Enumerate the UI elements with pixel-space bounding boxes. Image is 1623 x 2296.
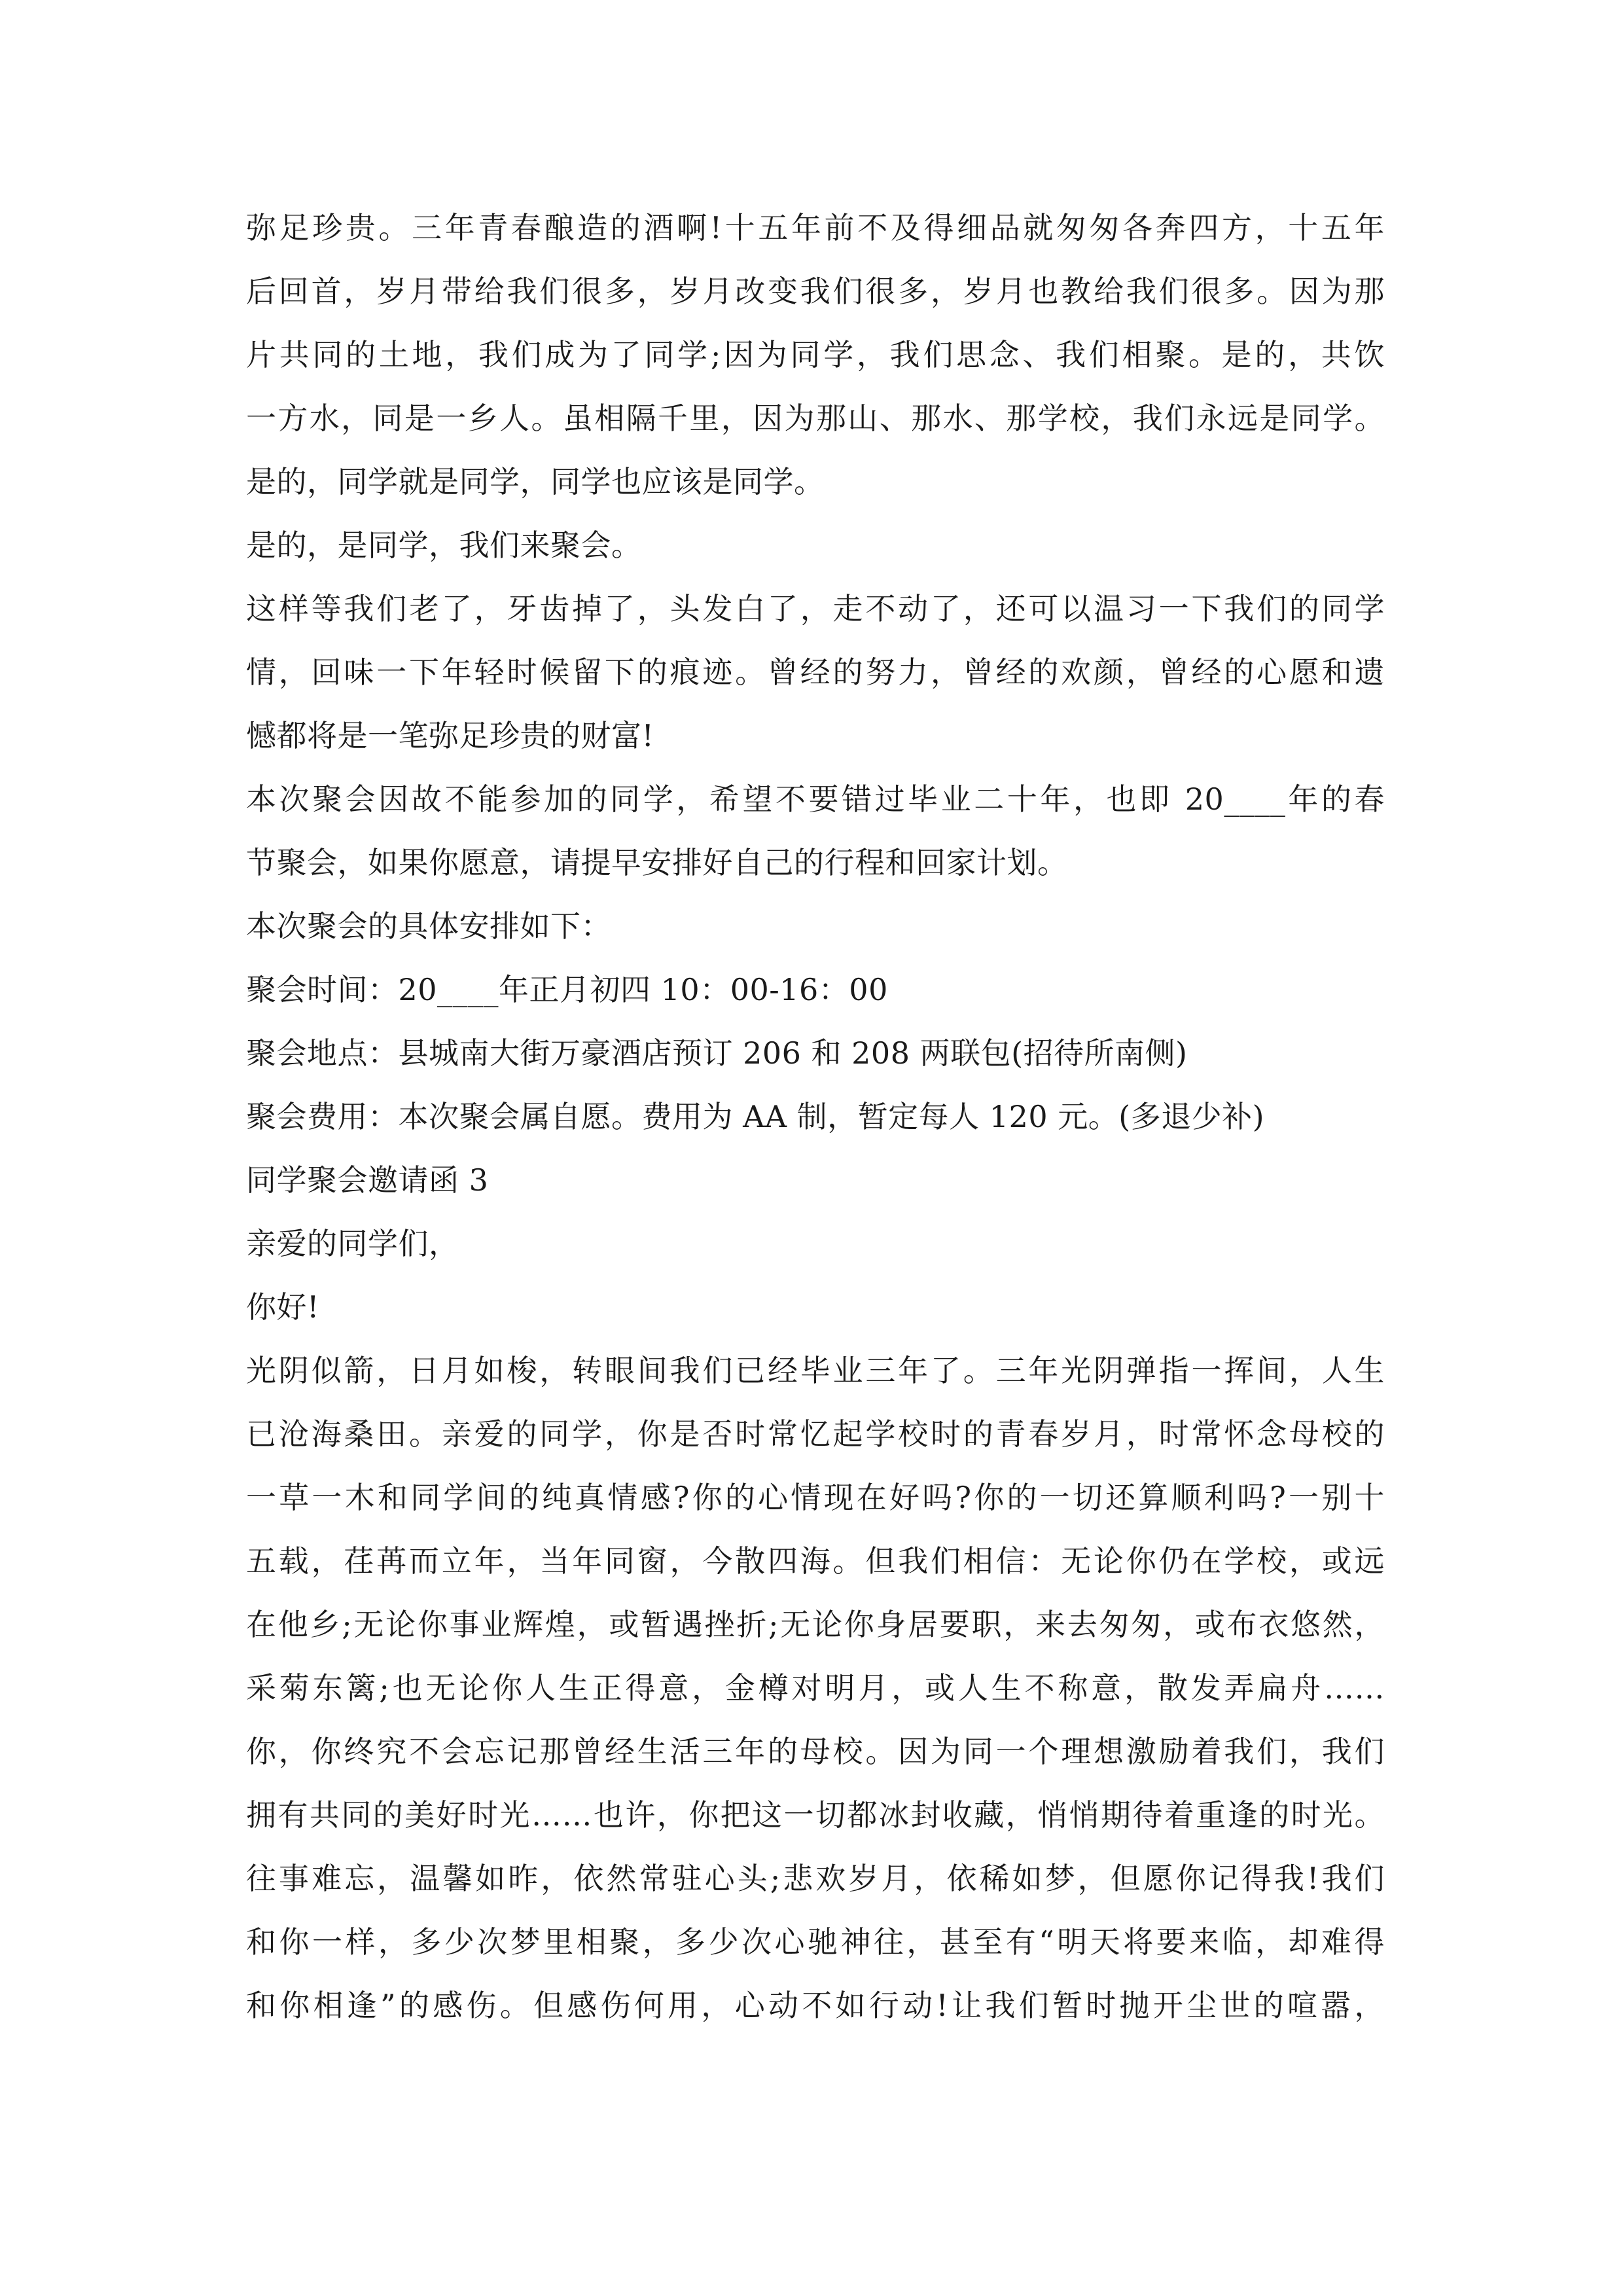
text-line: 聚会费用：本次聚会属自愿。费用为 AA 制，暂定每人 120 元。(多退少补) — [246, 1099, 1265, 1134]
text-line: 同学聚会邀请函 3 — [246, 1162, 489, 1198]
text-line: 这样等我们老了，牙齿掉了，头发白了，走不动了，还可以温习一下我们的同学 — [246, 591, 1385, 626]
text-line: 聚会时间：20____年正月初四 10：00-16：00 — [246, 972, 888, 1007]
text-line: 五载，荏苒而立年，当年同窗，今散四海。但我们相信：无论你仍在学校，或远 — [246, 1543, 1385, 1579]
text-line: 片共同的土地，我们成为了同学;因为同学，我们思念、我们相聚。是的，共饮 — [246, 337, 1385, 372]
text-line: 一方水，同是一乡人。虽相隔千里，因为那山、那水、那学校，我们永远是同学。 — [246, 401, 1385, 436]
text-line: 是的，是同学，我们来聚会。 — [246, 528, 642, 563]
text-line: 已沧海桑田。亲爱的同学，你是否时常忆起学校时的青春岁月，时常怀念母校的 — [246, 1416, 1385, 1452]
text-line: 本次聚会的具体安排如下： — [246, 908, 611, 944]
text-line: 拥有共同的美好时光……也许，你把这一切都冰封收藏，悄悄期待着重逢的时光。 — [246, 1797, 1385, 1833]
text-line: 是的，同学就是同学，同学也应该是同学。 — [246, 464, 825, 499]
document-body — [246, 196, 1385, 2037]
text-line: 一草一木和同学间的纯真情感?你的心情现在好吗?你的一切还算顺利吗?一别十 — [246, 1480, 1385, 1515]
text-line: 和你一样，多少次梦里相聚，多少次心驰神往，甚至有“明天将要来临，却难得 — [246, 1924, 1385, 1960]
text-line: 后回首，岁月带给我们很多，岁月改变我们很多，岁月也教给我们很多。因为那 — [246, 274, 1385, 309]
text-line: 和你相逢”的感伤。但感伤何用，心动不如行动!让我们暂时抛开尘世的喧嚣， — [246, 1988, 1385, 2023]
text-line: 聚会地点：县城南大街万豪酒店预订 206 和 208 两联包(招待所南侧) — [246, 1035, 1188, 1071]
text-line: 憾都将是一笔弥足珍贵的财富! — [246, 718, 654, 753]
text-line: 采菊东篱;也无论你人生正得意，金樽对明月，或人生不称意，散发弄扁舟…… — [246, 1670, 1385, 1706]
text-line: 亲爱的同学们， — [246, 1226, 459, 1261]
text-line: 你好! — [246, 1289, 319, 1325]
text-line: 节聚会，如果你愿意，请提早安排好自己的行程和回家计划。 — [246, 845, 1068, 880]
text-line: 你，你终究不会忘记那曾经生活三年的母校。因为同一个理想激励着我们，我们 — [246, 1734, 1385, 1769]
text-line: 往事难忘，温馨如昨，依然常驻心头;悲欢岁月，依稀如梦，但愿你记得我!我们 — [246, 1861, 1385, 1896]
text-line: 弥足珍贵。三年青春酿造的酒啊!十五年前不及得细品就匆匆各奔四方，十五年 — [246, 210, 1385, 245]
text-line: 在他乡;无论你事业辉煌，或暂遇挫折;无论你身居要职，来去匆匆，或布衣悠然， — [246, 1607, 1385, 1642]
text-line: 本次聚会因故不能参加的同学，希望不要错过毕业二十年，也即 20____年的春 — [246, 781, 1385, 817]
text-line: 情，回味一下年轻时候留下的痕迹。曾经的努力，曾经的欢颜，曾经的心愿和遗 — [246, 655, 1385, 690]
text-line: 光阴似箭，日月如梭，转眼间我们已经毕业三年了。三年光阴弹指一挥间，人生 — [246, 1353, 1385, 1388]
